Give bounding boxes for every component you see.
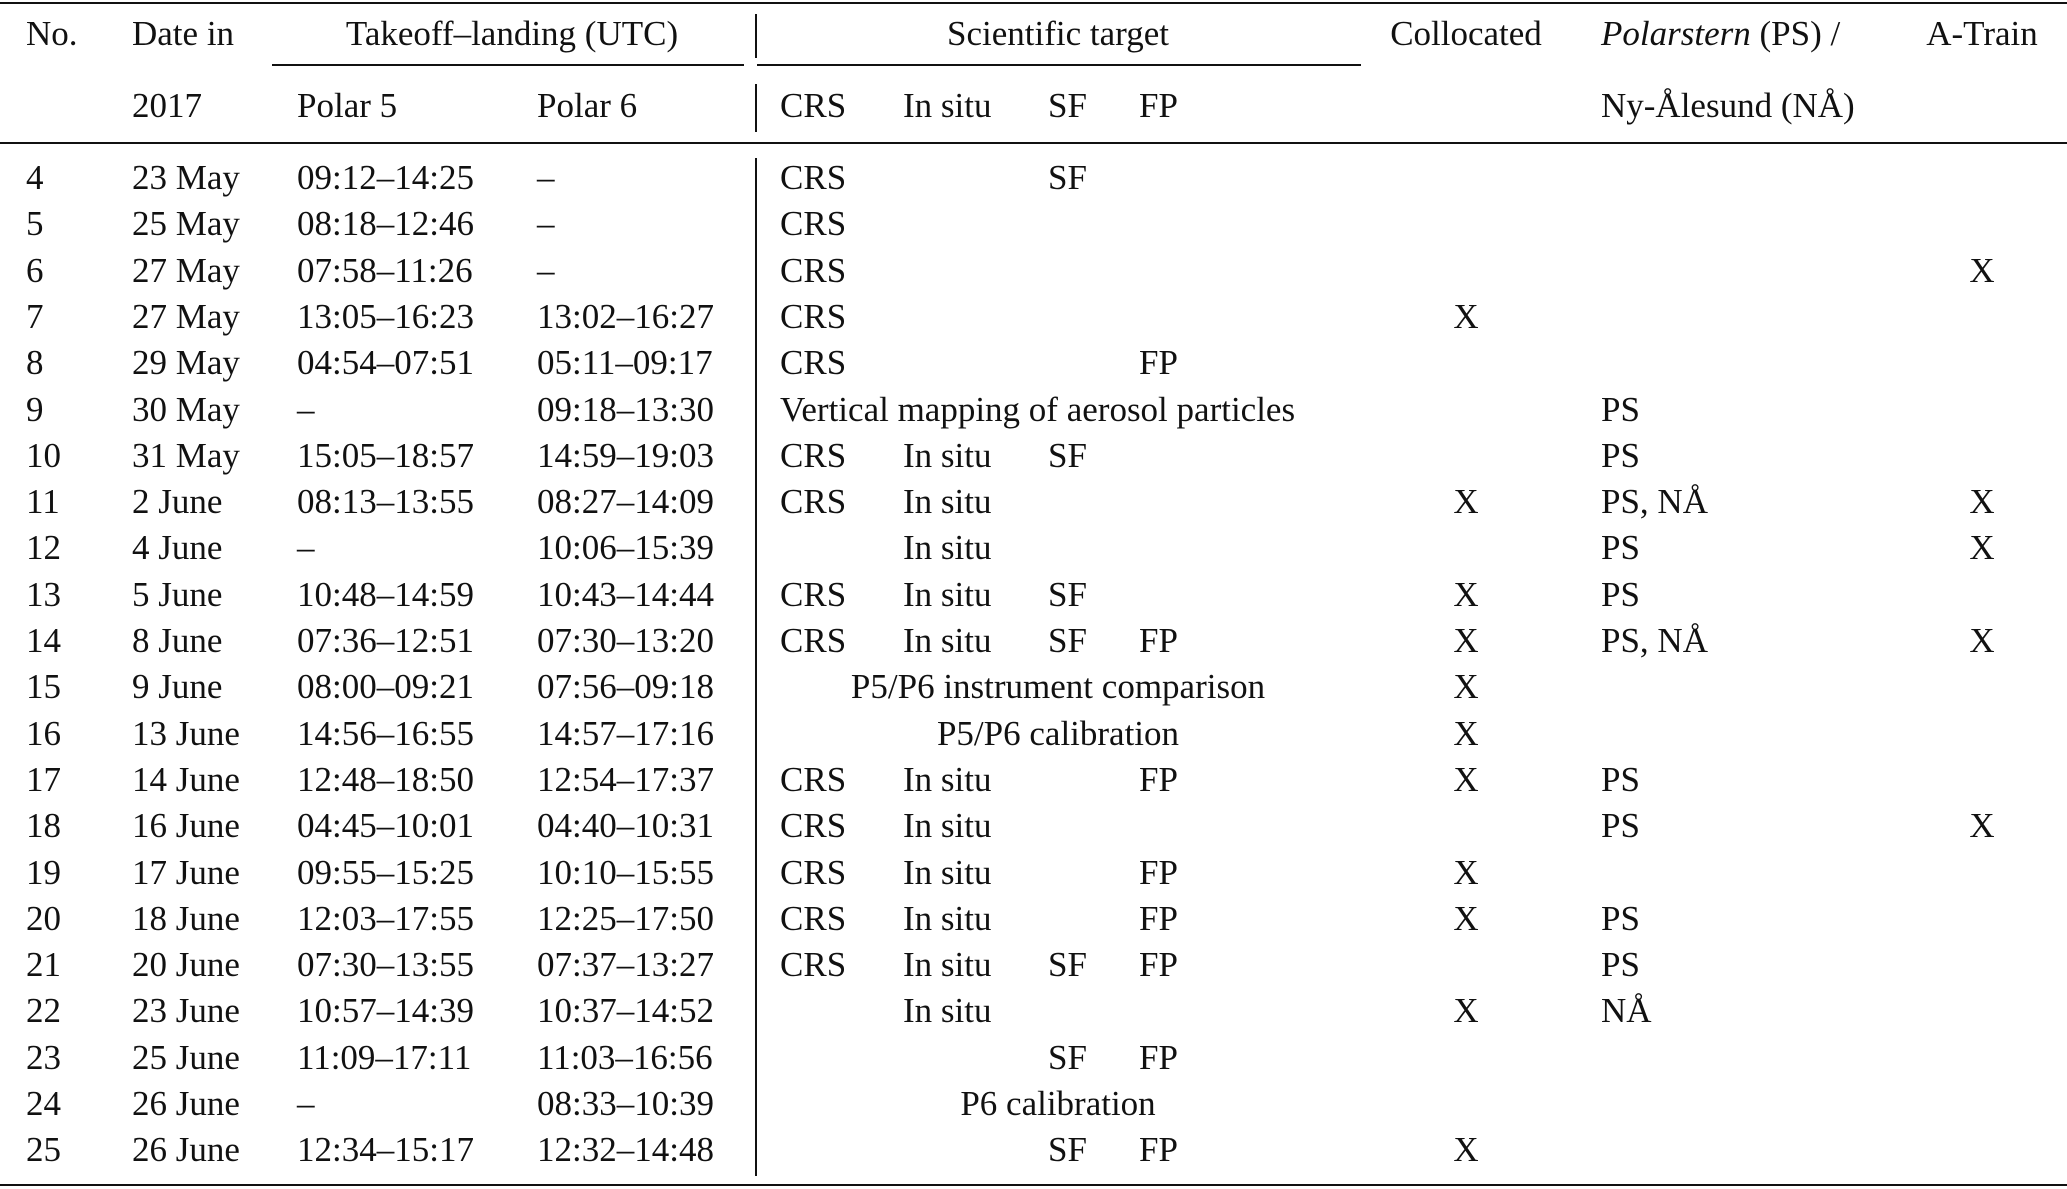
cell-no: 10 bbox=[26, 436, 61, 475]
cell-fp: FP bbox=[1139, 760, 1178, 799]
cell-date: 23 May bbox=[132, 158, 240, 197]
cell-polar6: 10:37–14:52 bbox=[537, 991, 714, 1030]
cell-insitu: In situ bbox=[903, 760, 992, 799]
cell-sf: SF bbox=[1048, 1038, 1087, 1077]
cell-ps-na: PS bbox=[1601, 390, 1640, 429]
cell-date: 26 June bbox=[132, 1084, 240, 1123]
header-ps-italic: Polarstern bbox=[1601, 14, 1751, 53]
cell-date: 26 June bbox=[132, 1130, 240, 1169]
cell-sci-span: P6 calibration bbox=[960, 1084, 1156, 1123]
header-sci-group: Scientific target bbox=[947, 14, 1169, 53]
cell-no: 19 bbox=[26, 853, 61, 892]
cell-collocated: X bbox=[1453, 621, 1479, 660]
cell-no: 20 bbox=[26, 899, 61, 938]
cell-polar6: 05:11–09:17 bbox=[537, 343, 713, 382]
header-divider-bottom bbox=[755, 84, 757, 132]
header-date-line2: 2017 bbox=[132, 86, 202, 125]
cell-crs: CRS bbox=[780, 251, 847, 290]
cell-polar6: 04:40–10:31 bbox=[537, 806, 714, 845]
cell-collocated: X bbox=[1453, 899, 1479, 938]
cell-crs: CRS bbox=[780, 204, 847, 243]
cell-fp: FP bbox=[1139, 621, 1178, 660]
cell-ps-na: PS, NÅ bbox=[1601, 621, 1708, 660]
cell-date: 14 June bbox=[132, 760, 240, 799]
top-rule bbox=[0, 2, 2067, 4]
header-crs: CRS bbox=[780, 86, 847, 125]
cell-crs: CRS bbox=[780, 436, 847, 475]
cell-insitu: In situ bbox=[903, 436, 992, 475]
cell-no: 9 bbox=[26, 390, 44, 429]
cell-fp: FP bbox=[1139, 853, 1178, 892]
header-atrain: A-Train bbox=[1926, 14, 2038, 53]
cell-polar5: 07:58–11:26 bbox=[297, 251, 473, 290]
cell-sf: SF bbox=[1048, 436, 1087, 475]
cell-date: 25 May bbox=[132, 204, 240, 243]
cell-polar6: 11:03–16:56 bbox=[537, 1038, 713, 1077]
cell-polar5: 12:03–17:55 bbox=[297, 899, 474, 938]
cell-fp: FP bbox=[1139, 1130, 1178, 1169]
cell-sf: SF bbox=[1048, 621, 1087, 660]
cell-crs: CRS bbox=[780, 482, 847, 521]
cell-date: 18 June bbox=[132, 899, 240, 938]
cell-polar6: 07:56–09:18 bbox=[537, 667, 714, 706]
cell-no: 14 bbox=[26, 621, 61, 660]
cell-fp: FP bbox=[1139, 899, 1178, 938]
cell-crs: CRS bbox=[780, 806, 847, 845]
cell-polar6: 09:18–13:30 bbox=[537, 390, 714, 429]
header-takeoff-group: Takeoff–landing (UTC) bbox=[345, 14, 679, 53]
cell-crs: CRS bbox=[780, 575, 847, 614]
cell-polar6: – bbox=[537, 158, 555, 197]
cell-polar5: 04:45–10:01 bbox=[297, 806, 474, 845]
cell-fp: FP bbox=[1139, 343, 1178, 382]
sci-group-rule bbox=[757, 64, 1361, 66]
header-polar6: Polar 6 bbox=[537, 86, 638, 125]
cell-ps-na: PS bbox=[1601, 899, 1640, 938]
cell-polar5: 14:56–16:55 bbox=[297, 714, 474, 753]
cell-no: 22 bbox=[26, 991, 61, 1030]
cell-no: 4 bbox=[26, 158, 44, 197]
cell-crs: CRS bbox=[780, 621, 847, 660]
cell-collocated: X bbox=[1453, 482, 1479, 521]
cell-sf: SF bbox=[1048, 945, 1087, 984]
cell-no: 5 bbox=[26, 204, 44, 243]
cell-polar5: 07:30–13:55 bbox=[297, 945, 474, 984]
cell-polar6: – bbox=[537, 204, 555, 243]
cell-date: 20 June bbox=[132, 945, 240, 984]
cell-crs: CRS bbox=[780, 760, 847, 799]
cell-no: 16 bbox=[26, 714, 61, 753]
cell-date: 5 June bbox=[132, 575, 223, 614]
cell-collocated: X bbox=[1453, 760, 1479, 799]
cell-ps-na: PS, NÅ bbox=[1601, 482, 1708, 521]
cell-fp: FP bbox=[1139, 945, 1178, 984]
cell-crs: CRS bbox=[780, 945, 847, 984]
cell-polar6: 12:54–17:37 bbox=[537, 760, 714, 799]
cell-atrain: X bbox=[1969, 482, 1995, 521]
cell-sci-span: Vertical mapping of aerosol particles bbox=[780, 390, 1296, 429]
cell-date: 8 June bbox=[132, 621, 223, 660]
header-ps-rest: (PS) / bbox=[1750, 14, 1841, 53]
cell-crs: CRS bbox=[780, 158, 847, 197]
cell-polar6: 07:37–13:27 bbox=[537, 945, 714, 984]
cell-date: 4 June bbox=[132, 528, 223, 567]
cell-polar6: 07:30–13:20 bbox=[537, 621, 714, 660]
cell-collocated: X bbox=[1453, 575, 1479, 614]
cell-polar6: 10:06–15:39 bbox=[537, 528, 714, 567]
cell-polar5: 11:09–17:11 bbox=[297, 1038, 472, 1077]
takeoff-group-rule bbox=[272, 64, 744, 66]
header-insitu: In situ bbox=[903, 86, 992, 125]
cell-no: 12 bbox=[26, 528, 61, 567]
cell-atrain: X bbox=[1969, 528, 1995, 567]
cell-no: 6 bbox=[26, 251, 44, 290]
cell-polar5: 10:57–14:39 bbox=[297, 991, 474, 1030]
cell-date: 23 June bbox=[132, 991, 240, 1030]
cell-polar5: 08:18–12:46 bbox=[297, 204, 474, 243]
cell-no: 21 bbox=[26, 945, 61, 984]
cell-polar5: 12:48–18:50 bbox=[297, 760, 474, 799]
cell-collocated: X bbox=[1453, 714, 1479, 753]
cell-date: 31 May bbox=[132, 436, 240, 475]
cell-date: 29 May bbox=[132, 343, 240, 382]
cell-sci-span: P5/P6 calibration bbox=[936, 714, 1180, 753]
header-divider-top bbox=[755, 14, 757, 58]
cell-sci-span: P5/P6 instrument comparison bbox=[850, 667, 1266, 706]
cell-crs: CRS bbox=[780, 853, 847, 892]
header-no: No. bbox=[26, 14, 78, 53]
cell-no: 11 bbox=[26, 482, 60, 521]
cell-date: 2 June bbox=[132, 482, 223, 521]
cell-date: 9 June bbox=[132, 667, 223, 706]
cell-crs: CRS bbox=[780, 343, 847, 382]
cell-insitu: In situ bbox=[903, 482, 992, 521]
cell-insitu: In situ bbox=[903, 528, 992, 567]
cell-polar5: 04:54–07:51 bbox=[297, 343, 474, 382]
cell-no: 13 bbox=[26, 575, 61, 614]
cell-atrain: X bbox=[1969, 806, 1995, 845]
cell-crs: CRS bbox=[780, 899, 847, 938]
cell-no: 15 bbox=[26, 667, 61, 706]
header-rule bbox=[0, 142, 2067, 144]
cell-ps-na: PS bbox=[1601, 528, 1640, 567]
cell-date: 17 June bbox=[132, 853, 240, 892]
cell-crs: CRS bbox=[780, 297, 847, 336]
cell-polar5: 10:48–14:59 bbox=[297, 575, 474, 614]
cell-insitu: In situ bbox=[903, 806, 992, 845]
cell-polar5: 15:05–18:57 bbox=[297, 436, 474, 475]
cell-no: 25 bbox=[26, 1130, 61, 1169]
cell-polar5: 08:13–13:55 bbox=[297, 482, 474, 521]
header-collocated: Collocated bbox=[1390, 14, 1542, 53]
cell-ps-na: PS bbox=[1601, 760, 1640, 799]
bottom-rule bbox=[0, 1184, 2067, 1186]
header-ps-line2: Ny-Ålesund (NÅ) bbox=[1601, 86, 1855, 125]
cell-polar6: 12:32–14:48 bbox=[537, 1130, 714, 1169]
cell-collocated: X bbox=[1453, 853, 1479, 892]
cell-polar5: – bbox=[297, 390, 315, 429]
cell-insitu: In situ bbox=[903, 621, 992, 660]
cell-atrain: X bbox=[1969, 621, 1995, 660]
cell-no: 17 bbox=[26, 760, 61, 799]
cell-ps-na: PS bbox=[1601, 945, 1640, 984]
cell-polar6: – bbox=[537, 251, 555, 290]
cell-polar5: 09:55–15:25 bbox=[297, 853, 474, 892]
cell-date: 16 June bbox=[132, 806, 240, 845]
cell-insitu: In situ bbox=[903, 575, 992, 614]
cell-polar5: 08:00–09:21 bbox=[297, 667, 474, 706]
cell-insitu: In situ bbox=[903, 853, 992, 892]
cell-polar5: – bbox=[297, 528, 315, 567]
header-fp: FP bbox=[1139, 86, 1178, 125]
cell-collocated: X bbox=[1453, 297, 1479, 336]
cell-polar6: 10:43–14:44 bbox=[537, 575, 714, 614]
cell-collocated: X bbox=[1453, 667, 1479, 706]
cell-date: 25 June bbox=[132, 1038, 240, 1077]
cell-insitu: In situ bbox=[903, 899, 992, 938]
cell-date: 27 May bbox=[132, 251, 240, 290]
cell-sf: SF bbox=[1048, 1130, 1087, 1169]
cell-date: 27 May bbox=[132, 297, 240, 336]
cell-sf: SF bbox=[1048, 575, 1087, 614]
cell-polar6: 14:57–17:16 bbox=[537, 714, 714, 753]
cell-collocated: X bbox=[1453, 1130, 1479, 1169]
cell-insitu: In situ bbox=[903, 991, 992, 1030]
cell-insitu: In situ bbox=[903, 945, 992, 984]
body-divider bbox=[755, 158, 757, 1176]
cell-polar5: 12:34–15:17 bbox=[297, 1130, 474, 1169]
cell-ps-na: PS bbox=[1601, 436, 1640, 475]
cell-polar6: 12:25–17:50 bbox=[537, 899, 714, 938]
cell-no: 18 bbox=[26, 806, 61, 845]
cell-polar6: 10:10–15:55 bbox=[537, 853, 714, 892]
cell-polar5: 07:36–12:51 bbox=[297, 621, 474, 660]
cell-ps-na: PS bbox=[1601, 575, 1640, 614]
cell-no: 24 bbox=[26, 1084, 61, 1123]
header-polar5: Polar 5 bbox=[297, 86, 398, 125]
cell-polar5: 13:05–16:23 bbox=[297, 297, 474, 336]
cell-atrain: X bbox=[1969, 251, 1995, 290]
cell-no: 8 bbox=[26, 343, 44, 382]
cell-collocated: X bbox=[1453, 991, 1479, 1030]
cell-polar6: 14:59–19:03 bbox=[537, 436, 714, 475]
cell-no: 7 bbox=[26, 297, 44, 336]
cell-fp: FP bbox=[1139, 1038, 1178, 1077]
cell-no: 23 bbox=[26, 1038, 61, 1077]
cell-polar5: – bbox=[297, 1084, 315, 1123]
cell-sf: SF bbox=[1048, 158, 1087, 197]
header-sf: SF bbox=[1048, 86, 1087, 125]
cell-polar6: 13:02–16:27 bbox=[537, 297, 714, 336]
cell-polar5: 09:12–14:25 bbox=[297, 158, 474, 197]
cell-date: 30 May bbox=[132, 390, 240, 429]
header-ps-line1 bbox=[1601, 14, 1840, 54]
cell-date: 13 June bbox=[132, 714, 240, 753]
header-date-line1: Date in bbox=[132, 14, 235, 53]
cell-polar6: 08:33–10:39 bbox=[537, 1084, 714, 1123]
cell-ps-na: PS bbox=[1601, 806, 1640, 845]
cell-ps-na: NÅ bbox=[1601, 991, 1652, 1030]
cell-polar6: 08:27–14:09 bbox=[537, 482, 714, 521]
